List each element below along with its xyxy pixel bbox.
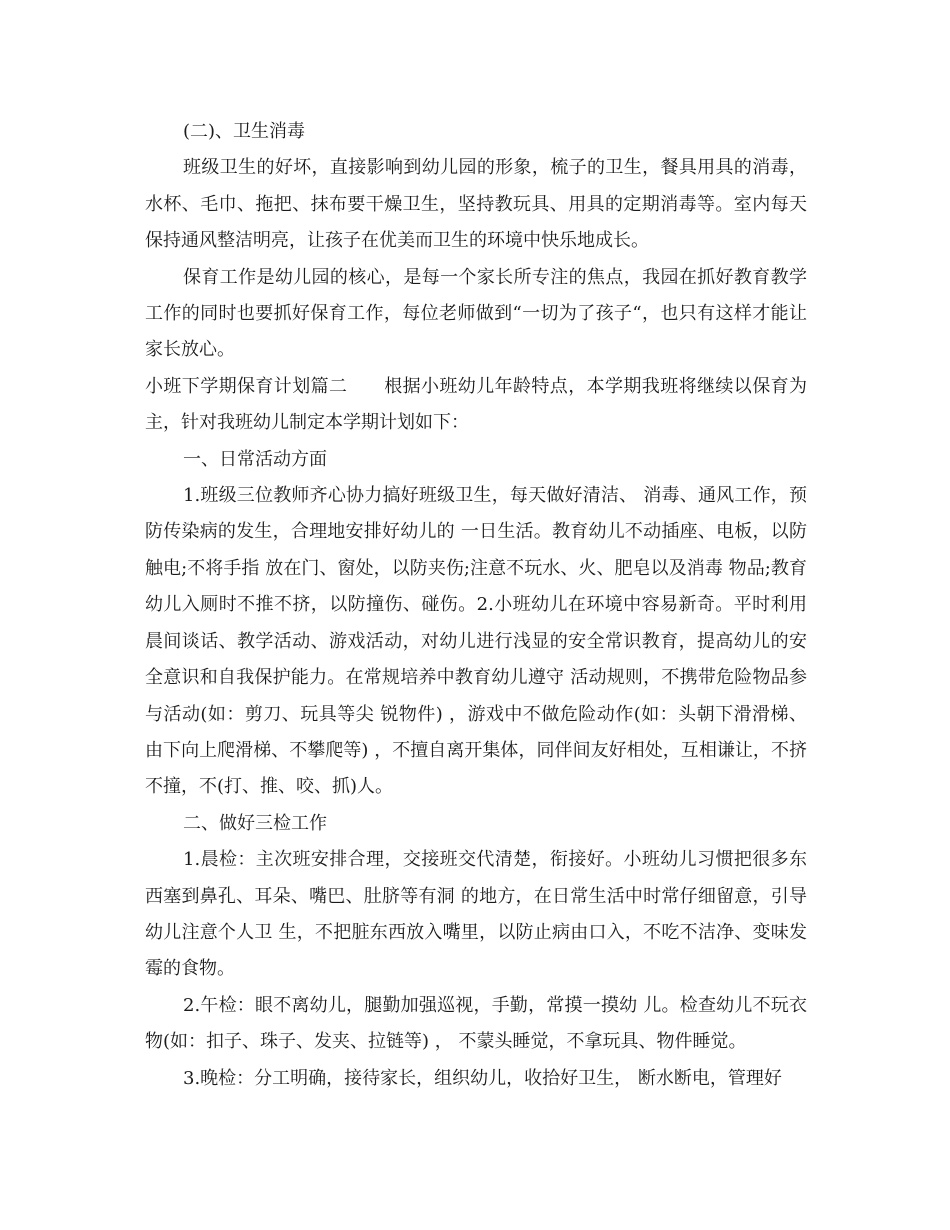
paragraph-plan-part-two-intro: 小班下学期保育计划篇二 根据小班幼儿年龄特点，本学期我班将继续以保育为主，针对我班幼儿制定本学期计划如下： — [145, 375, 807, 434]
paragraph-morning-check: 1.晨检：主次班安排合理，交接班交代清楚，衔接好。小班幼儿习惯把很多东西塞到鼻孔、耳朵、嘴巴、肚脐等有洞 的地方，在日常生活中时常仔细留意，引导幼儿注意个人卫 生，不把脏东西放入嘴里，以防止病由口入，不吃不洁净、变味发霉的食物。 — [145, 849, 807, 980]
document-body — [145, 114, 807, 1097]
paragraph-noon-check: 2.午检：眼不离幼儿，腿勤加强巡视，手勤，常摸一摸幼 儿。检查幼儿不玩衣物(如：扣子、珠子、发夹、拉链等) ， 不蒙头睡觉，不拿玩具、物件睡觉。 — [145, 994, 807, 1053]
paragraph-childcare-core: 保育工作是幼儿园的核心，是每一个家长所专注的焦点，我园在抓好教育教学工作的同时也要抓好保育工作，每位老师做到“一切为了孩子“，也只有这样才能让家长放心。 — [145, 266, 807, 361]
paragraph-daily-activities-safety: 1.班级三位教师齐心协力搞好班级卫生，每天做好清洁、 消毒、通风工作，预防传染病的发生，合理地安排好幼儿的 一日生活。教育幼儿不动插座、电板，以防触电;不将手指 放在门、窗处，以防夹伤;注意不玩水、火、肥皂以及消毒 物品;教育幼儿入厕时不推不挤，以防撞伤、碰伤。2.小班幼儿在环境中容易新奇。平时利用晨间谈话、教学活动、游戏活动，对幼儿进行浅显的安全常识教育，提高幼儿的安全意识和自我保护能力。在常规培养中教育幼儿遵守 活动规则，不携带危险物品参与活动(如：剪刀、玩具等尖 锐物件) ，游戏中不做危险动作(如：头朝下滑滑梯、由下向上爬滑梯、不攀爬等) ，不擅自离开集体，同伴间友好相处，互相谦让，不挤不撞，不(打、推、咬、抓)人。 — [145, 485, 807, 798]
paragraph-class-hygiene: 班级卫生的好坏，直接影响到幼儿园的形象，梳子的卫生，餐具用具的消毒，水杯、毛巾、拖把、抹布要干燥卫生，坚持教玩具、用具的定期消毒等。室内每天保持通风整洁明亮，让孩子在优美而卫生的环境中快乐地成长。 — [145, 157, 807, 252]
section-heading-hygiene-disinfection: (二)、卫生消毒 — [183, 121, 306, 142]
paragraph-evening-check: 3.晚检：分工明确，接待家长，组织幼儿，收拾好卫生， 断水断电，管理好 — [183, 1067, 782, 1089]
section-heading-three-checks: 二、做好三检工作 — [183, 812, 327, 834]
section-heading-daily-activities: 一、日常活动方面 — [183, 448, 327, 470]
